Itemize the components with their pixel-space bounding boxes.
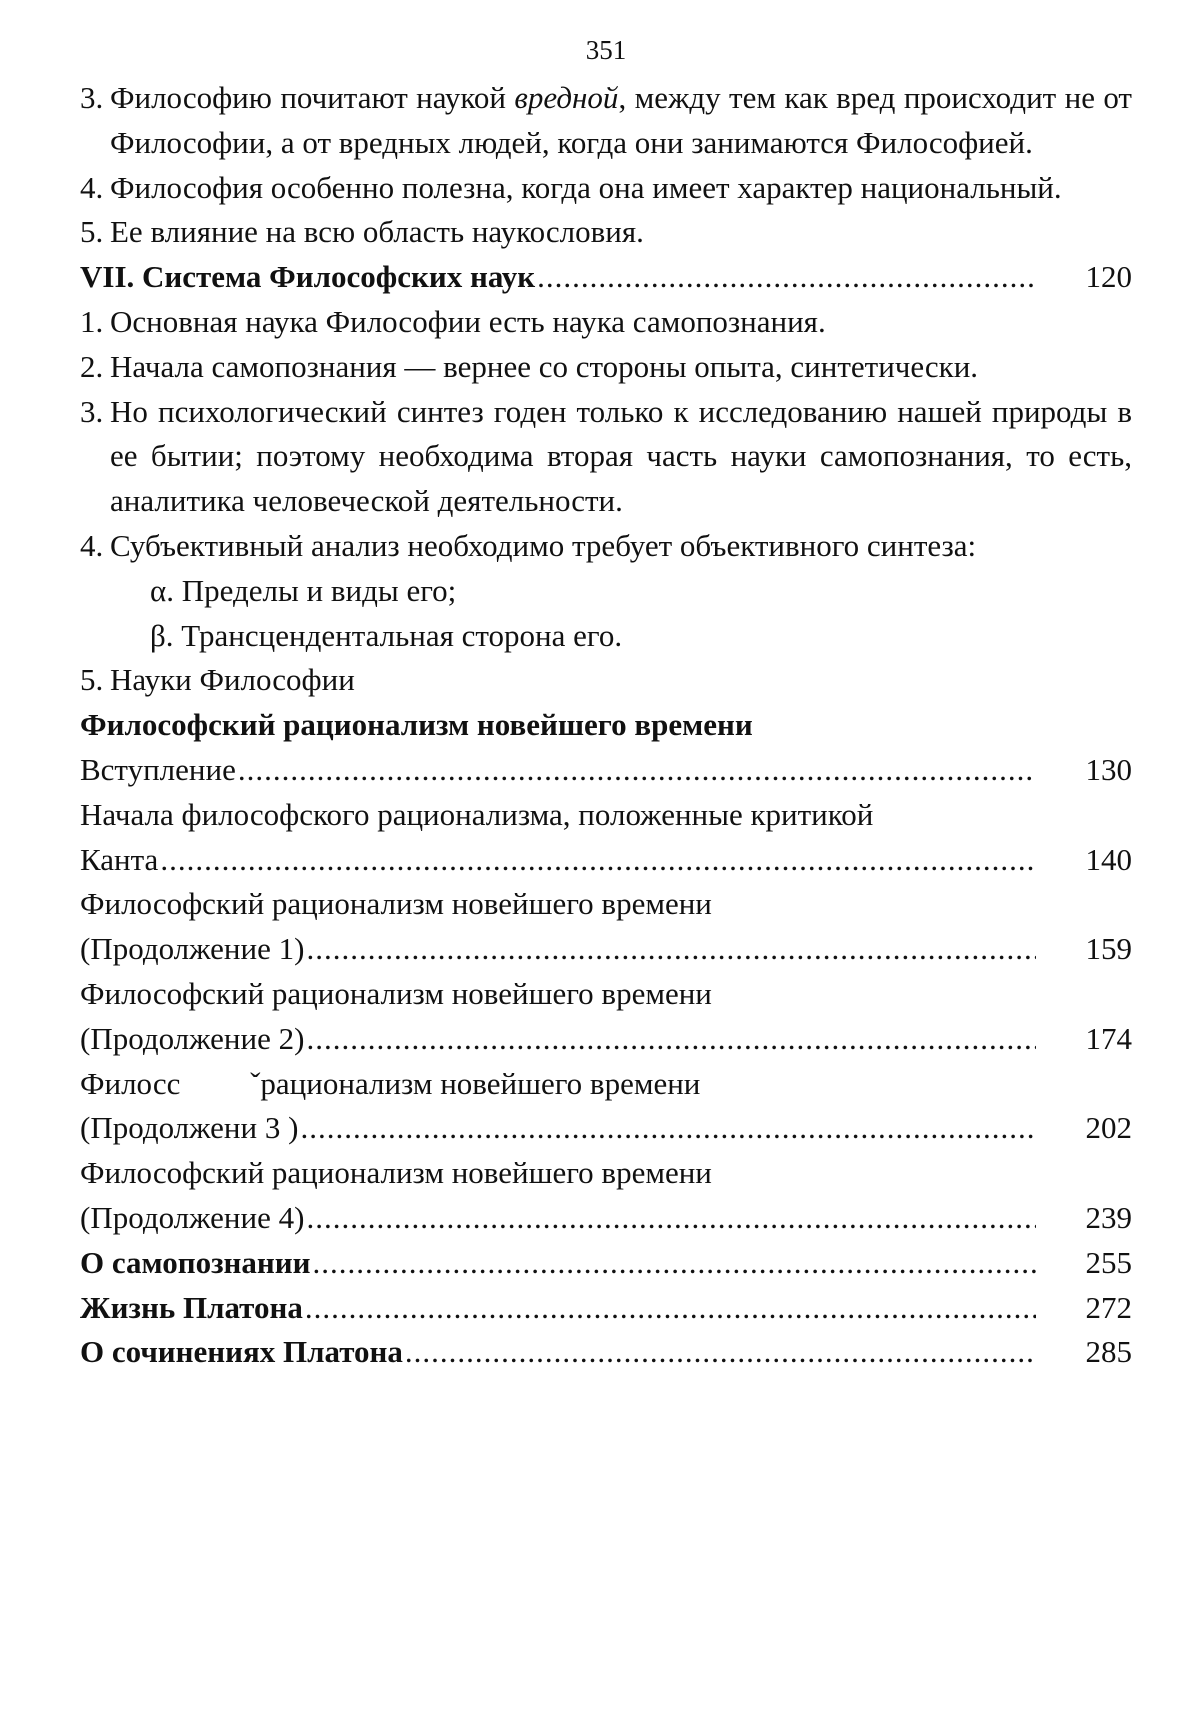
sub-item: β. Трансцендентальная сторона его. (80, 614, 1132, 659)
toc-entry-label: Жизнь Платона (80, 1286, 303, 1331)
toc-entry-first-line: Начала философского рационализма, положенные критикой (80, 793, 1132, 838)
toc-page-number: 174 (1036, 1017, 1132, 1062)
item-number: 3. (80, 76, 110, 121)
leader-dots (238, 748, 1036, 793)
toc-entry (80, 927, 1132, 972)
toc-entry-first-line: Философский рационализм новейшего времени (80, 972, 1132, 1017)
leader-dots (305, 1286, 1036, 1331)
item-number: 3. (80, 390, 110, 435)
leader-dots (160, 838, 1036, 883)
toc-entry[interactable] (80, 1241, 1132, 1286)
toc-page-number: 130 (1036, 748, 1132, 793)
leader-dots (306, 1196, 1036, 1241)
toc-page-number: 272 (1036, 1286, 1132, 1331)
toc-entry-label: О самопознании (80, 1241, 310, 1286)
section-heading: Философский рационализм новейшего времени (80, 703, 1132, 748)
list-item (80, 524, 1132, 569)
toc-page-number: 202 (1036, 1106, 1132, 1151)
leader-dots (300, 1106, 1036, 1151)
toc-entry (80, 1017, 1132, 1062)
toc-entry-first-line: Философский рационализм новейшего времени (80, 1151, 1132, 1196)
item-text-emphasis: вредной (514, 80, 618, 115)
list-item (80, 76, 1132, 166)
toc-entry-label: (Продолжени 3 ) (80, 1106, 298, 1151)
list-item (80, 345, 1132, 390)
toc-entry-section-vii[interactable] (80, 255, 1132, 300)
toc-entry-label: (Продолжение 1) (80, 927, 304, 972)
toc-page-number: 285 (1036, 1330, 1132, 1375)
item-number: 5. (80, 658, 110, 703)
item-number: 1. (80, 300, 110, 345)
toc-entry-label: VII. Система Философских наук (80, 255, 535, 300)
list-item (80, 658, 1132, 703)
toc-page (80, 30, 1132, 1375)
toc-entry[interactable] (80, 1330, 1132, 1375)
toc-entry[interactable] (80, 748, 1132, 793)
item-text: Начала самопознания — вернее со стороны опыта, синтетически. (110, 345, 1132, 390)
item-text-part: , между тем как вред происходит не от Философии, а от вредных людей, когда они занимаются Философией. (110, 80, 1132, 160)
toc-entry-first-line: Филосс ˇрационализм новейшего времени (80, 1062, 1132, 1107)
leader-dots (306, 1017, 1036, 1062)
leader-dots (405, 1330, 1036, 1375)
toc-entry-label: О сочинениях Платона (80, 1330, 403, 1375)
item-text: Философия особенно полезна, когда она имеет характер национальный. (110, 166, 1132, 211)
toc-entry-label: Вступление (80, 748, 236, 793)
toc-entry-block[interactable] (80, 972, 1132, 1062)
toc-entry-block[interactable] (80, 1151, 1132, 1241)
toc-entry-block[interactable] (80, 882, 1132, 972)
toc-page-number: 255 (1036, 1241, 1132, 1286)
item-number: 4. (80, 166, 110, 211)
toc-page-number: 239 (1036, 1196, 1132, 1241)
toc-page-number: 159 (1036, 927, 1132, 972)
toc-entry[interactable] (80, 1286, 1132, 1331)
list-item (80, 210, 1132, 255)
toc-page-number: 140 (1036, 838, 1132, 883)
toc-entry-block[interactable] (80, 793, 1132, 883)
list-item (80, 300, 1132, 345)
list-item (80, 166, 1132, 211)
item-number: 5. (80, 210, 110, 255)
list-item (80, 390, 1132, 524)
toc-entry-label: (Продолжение 4) (80, 1196, 304, 1241)
item-text (110, 76, 1132, 166)
item-number: 4. (80, 524, 110, 569)
sub-item: α. Пределы и виды его; (80, 569, 1132, 614)
toc-entry-label: (Продолжение 2) (80, 1017, 304, 1062)
item-text: Субъективный анализ необходимо требует объективного синтеза: (110, 524, 1132, 569)
toc-entry (80, 1106, 1132, 1151)
page-number: 351 (80, 30, 1132, 70)
item-text: Но психологический синтез годен только к исследованию нашей природы в ее бытии; поэтому необходима вторая часть науки самопознания, то есть, аналитика человеческой деятельности. (110, 390, 1132, 524)
toc-entry-label: Канта (80, 838, 158, 883)
leader-dots (306, 927, 1036, 972)
leader-dots (537, 255, 1036, 300)
toc-entry (80, 838, 1132, 883)
item-text: Науки Философии (110, 658, 1132, 703)
item-text: Основная наука Философии есть наука самопознания. (110, 300, 1132, 345)
item-text: Ее влияние на всю область наукословия. (110, 210, 1132, 255)
leader-dots (312, 1241, 1036, 1286)
toc-page-number: 120 (1036, 255, 1132, 300)
toc-entry-block[interactable] (80, 1062, 1132, 1152)
toc-entry (80, 1196, 1132, 1241)
toc-entry-first-line: Философский рационализм новейшего времени (80, 882, 1132, 927)
item-text-part: Философию почитают наукой (110, 80, 514, 115)
item-number: 2. (80, 345, 110, 390)
